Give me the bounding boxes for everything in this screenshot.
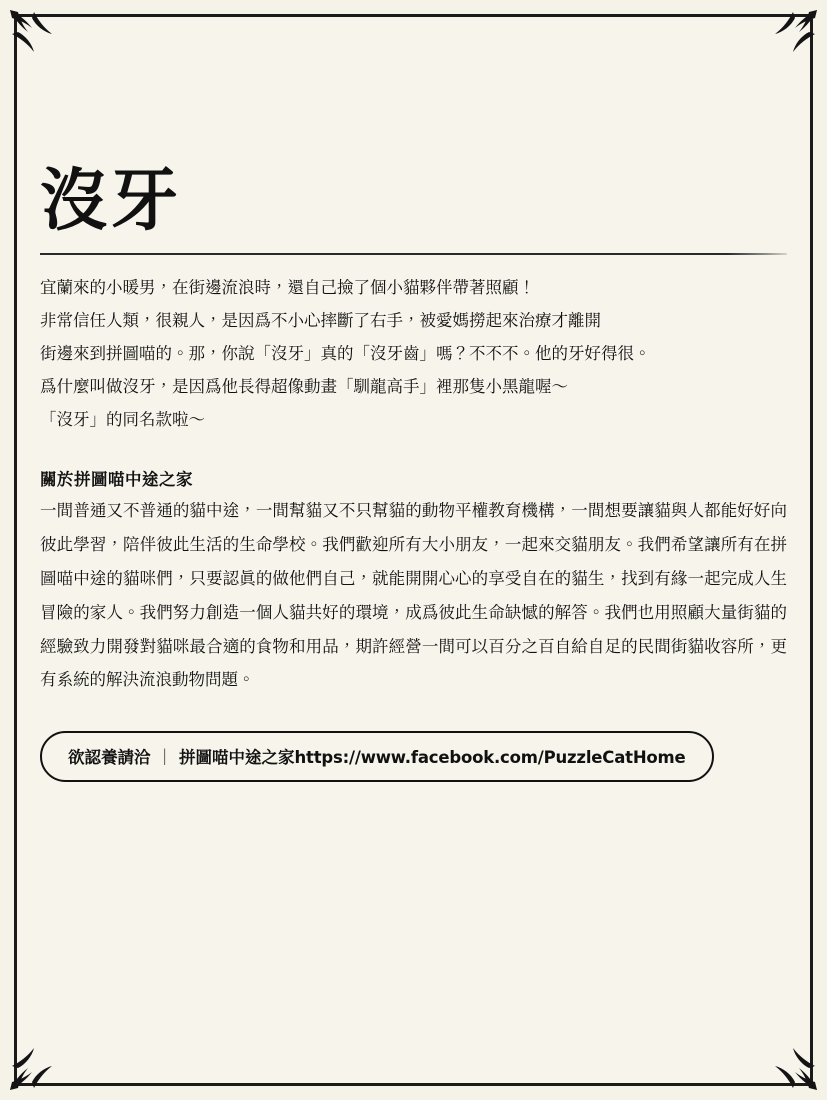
cta-org: 拼圖喵中途之家 — [179, 748, 295, 768]
intro-paragraph — [40, 271, 787, 436]
cta-label: 欲認養請洽 — [68, 748, 151, 768]
cta-url[interactable]: https://www.facebook.com/PuzzleCatHome — [294, 748, 686, 768]
about-paragraph: 一間普通又不普通的貓中途，一間幫貓又不只幫貓的動物平權教育機構，一間想要讓貓與人都能好好向彼此學習，陪伴彼此生活的生命學校。我們歡迎所有大小朋友，一起來交貓朋友。我們希望讓所有在拼圖喵中途的貓咪們，只要認眞的做他們自己，就能開開心心的享受自在的貓生，找到有緣一起完成人生冒險的家人。我們努力創造一個人貓共好的環境，成爲彼此生命缺憾的解答。我們也用照顧大量街貓的經驗致力開發對貓咪最合適的食物和用品，期許經營一間可以百分之百自給自足的民間街貓收容所，更有系統的解決流浪動物問題。 — [40, 501, 787, 690]
page-title: 沒牙 — [40, 162, 181, 241]
intro-line-5: 「沒牙」的同名款啦～ — [40, 410, 205, 430]
intro-line-4: 爲什麼叫做沒牙，是因爲他長得超像動畫「馴龍高手」裡那隻小黑龍喔～ — [40, 377, 568, 397]
adoption-contact-button[interactable] — [40, 731, 714, 782]
cta-separator: ｜ — [156, 748, 173, 768]
title-divider — [40, 253, 787, 255]
intro-line-3: 街邊來到拼圖喵的。那，你說「沒牙」真的「沒牙齒」嗎？不不不。他的牙好得很。 — [40, 344, 651, 364]
intro-line-2: 非常信任人類，很親人，是因爲不小心摔斷了右手，被愛媽撈起來治療才離開 — [40, 311, 601, 331]
about-body — [40, 494, 787, 697]
intro-line-1: 宜蘭來的小暖男，在街邊流浪時，還自己撿了個小貓夥伴帶著照顧！ — [40, 278, 535, 298]
about-heading: 關於拼圖喵中途之家 — [40, 470, 193, 490]
poster-content — [40, 40, 787, 1060]
